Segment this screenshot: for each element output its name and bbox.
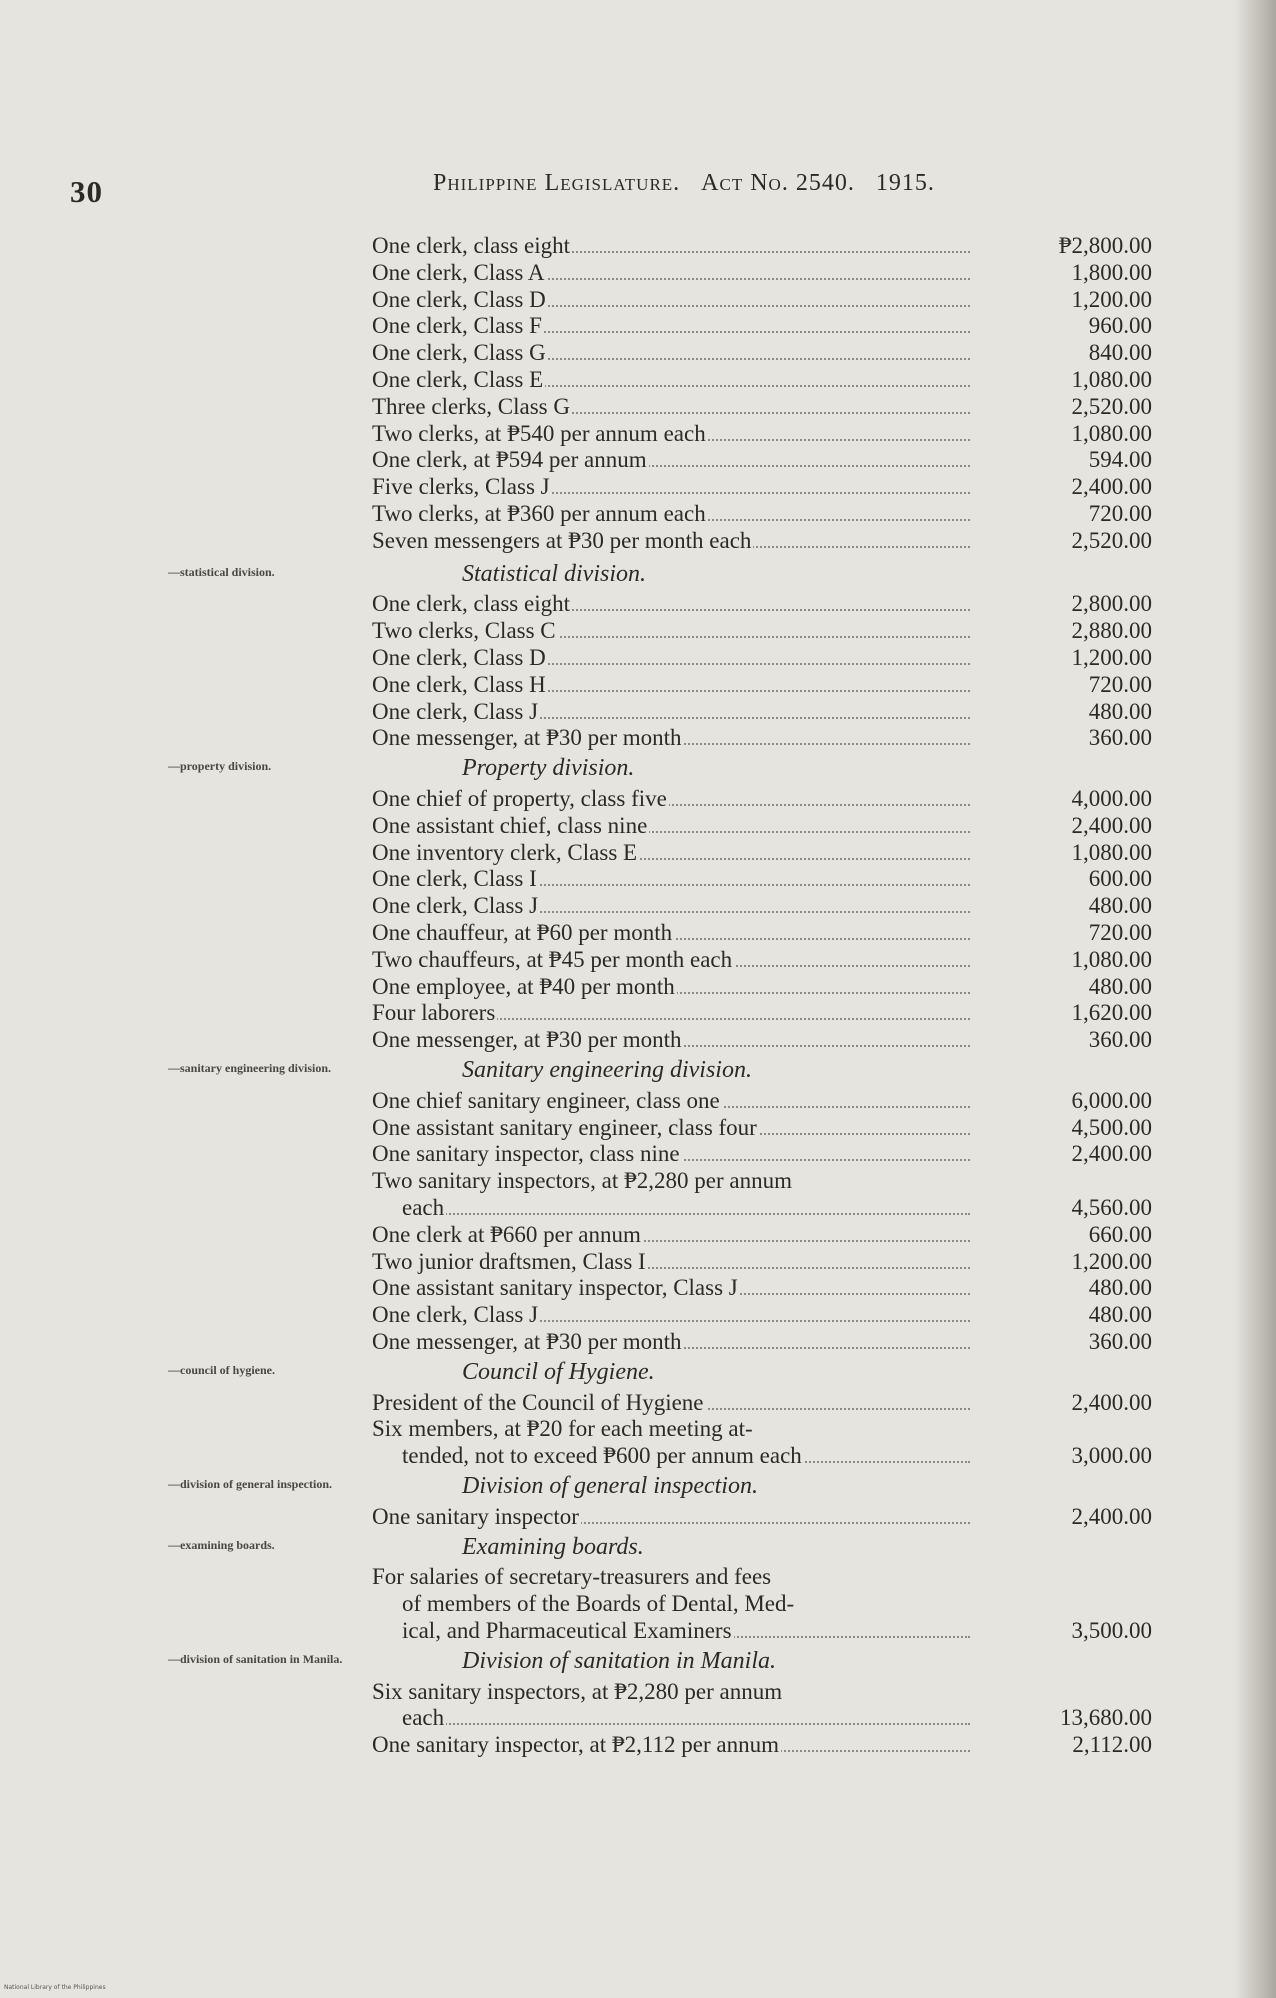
line-item-label: One chauffeur, at ₱60 per month (372, 920, 673, 945)
line-item (372, 286, 1152, 313)
line-item-label: Two sanitary inspectors, at ₱2,280 per annum (372, 1168, 792, 1194)
line-item (372, 500, 1152, 527)
line-item-label: One clerk, class eight (372, 233, 570, 258)
line-item-amount: 2,400.00 (1071, 812, 1152, 838)
line-item (372, 232, 1152, 259)
line-item-label-wrap (372, 1221, 970, 1248)
line-item (372, 785, 1152, 812)
footer-credit: National Library of the Philippines (4, 1984, 106, 1991)
line-item-label: One chief sanitary engineer, class one (372, 1087, 720, 1113)
line-item-label-wrap (372, 366, 970, 393)
line-item (372, 590, 1152, 617)
line-item-label-wrap (372, 1114, 970, 1141)
line-item-label-wrap (372, 1328, 970, 1355)
line-item-amount: 2,400.00 (1071, 1389, 1152, 1415)
line-item-label: One clerk, Class J (372, 893, 539, 919)
line-item-amount: 480.00 (1088, 698, 1152, 724)
legislature-title: Philippine Legislature. (433, 170, 681, 196)
line-item (372, 1442, 1152, 1469)
line-item (372, 1503, 1152, 1530)
line-item-label-wrap (372, 617, 970, 644)
margin-note-statistical: —statistical division. (168, 564, 275, 579)
line-item (372, 839, 1152, 866)
line-item (372, 999, 1152, 1026)
line-item-label-wrap (372, 1731, 970, 1758)
line-item-label: One clerk, Class F (372, 313, 542, 339)
line-item (372, 473, 1152, 500)
margin-note-inspection: —division of general inspection. (168, 1477, 333, 1491)
line-item-label: One clerk, Class H (372, 671, 546, 697)
line-item-amount: 13,680.00 (1060, 1705, 1152, 1731)
line-item (372, 1731, 1152, 1758)
line-item-label: Two clerks, at ₱540 per annum each (372, 420, 706, 446)
line-item-label: One sanitary inspector, at ₱2,112 per annum (372, 1732, 780, 1758)
line-item-label-wrap (372, 312, 970, 339)
line-item (372, 1221, 1152, 1248)
line-item (372, 312, 1152, 339)
line-item-label: Seven messengers at ₱30 per month each (372, 527, 752, 553)
line-item-label-wrap (372, 259, 970, 286)
line-item-label: Six members, at ₱20 for each meeting at- (372, 1416, 753, 1442)
line-item-amount: 1,080.00 (1071, 420, 1152, 446)
line-item (372, 446, 1152, 473)
line-item (372, 644, 1152, 671)
line-item (372, 892, 1152, 919)
line-item-amount: 4,500.00 (1071, 1114, 1152, 1140)
line-item-amount: 480.00 (1088, 1302, 1152, 1328)
line-item-label: Three clerks, Class G (372, 393, 570, 419)
line-item-amount: 2,400.00 (1071, 1503, 1152, 1529)
line-item-amount: 594.00 (1088, 447, 1152, 473)
line-item-label: One messenger, at ₱30 per month (372, 725, 682, 751)
line-item-label-wrap (372, 892, 970, 919)
line-item-amount: 1,080.00 (1071, 839, 1152, 865)
line-item (372, 671, 1152, 698)
line-item (372, 527, 1152, 554)
line-item-label: One employee, at ₱40 per month (372, 973, 675, 999)
margin-note-manila: —division of sanitation in Manila. (168, 1651, 343, 1666)
line-item-label-wrap (372, 1274, 970, 1301)
line-item-label-wrap (372, 839, 970, 866)
line-item-label: One messenger, at ₱30 per month (372, 1329, 682, 1354)
line-item-label: each (402, 1705, 445, 1731)
line-item (372, 1328, 1152, 1355)
line-item-label-wrap (372, 785, 970, 812)
line-item-amount: 720.00 (1088, 501, 1152, 526)
line-item-label-wrap (372, 1167, 970, 1194)
line-item-amount: 1,800.00 (1071, 259, 1152, 285)
line-item (372, 1140, 1152, 1167)
line-item (372, 1563, 1152, 1590)
line-item-label-wrap (372, 1301, 970, 1328)
line-item-label: One inventory clerk, Class E (372, 839, 638, 865)
line-item (372, 259, 1152, 286)
line-item (372, 1026, 1152, 1053)
line-item-amount: 1,200.00 (1071, 1248, 1152, 1274)
line-item-amount: 4,560.00 (1071, 1195, 1152, 1220)
line-item-amount: 480.00 (1088, 973, 1152, 999)
line-item-label-wrap (372, 999, 970, 1026)
line-item-label: Two clerks, Class C (372, 618, 556, 644)
section-heading-examining: Examining boards. (462, 1533, 644, 1560)
line-item (372, 1704, 1152, 1731)
line-item (372, 698, 1152, 725)
line-item-label: Five clerks, Class J (372, 474, 550, 500)
line-item-label: One clerk, at ₱594 per annum (372, 447, 647, 473)
line-item-label-wrap (372, 1389, 970, 1416)
line-item-label-wrap (372, 1678, 970, 1705)
line-item-amount: 4,000.00 (1071, 786, 1152, 811)
line-item (372, 865, 1152, 892)
page-number: 30 (70, 174, 103, 209)
line-item-label: Six sanitary inspectors, at ₱2,280 per annum (372, 1678, 783, 1704)
line-item (372, 617, 1152, 644)
line-item-label-wrap (372, 973, 970, 1000)
line-item (372, 812, 1152, 839)
line-item-label: One clerk, Class E (372, 367, 544, 392)
line-item-label-wrap (372, 1563, 970, 1590)
line-item-label-wrap (372, 446, 970, 473)
section-heading-statistical: Statistical division. (462, 560, 646, 587)
line-item-label: One clerk, class eight (372, 591, 570, 617)
line-item-label-wrap (372, 919, 970, 946)
line-item-label-wrap (372, 473, 970, 500)
line-item-amount: 1,080.00 (1071, 946, 1152, 972)
line-item-label-wrap (372, 1442, 970, 1469)
line-item (372, 1415, 1152, 1442)
line-item-amount: 3,500.00 (1071, 1618, 1152, 1643)
line-item-label: ical, and Pharmaceutical Examiners (402, 1618, 732, 1643)
line-item (372, 1590, 1152, 1617)
line-item-label-wrap (372, 1704, 970, 1731)
section-heading-property: Property division. (462, 755, 635, 782)
line-item-amount: 2,520.00 (1071, 393, 1152, 419)
line-item-label: Two chauffeurs, at ₱45 per month each (372, 946, 733, 972)
line-item-label-wrap (372, 393, 970, 420)
line-item-amount: 600.00 (1088, 866, 1152, 892)
line-item-label-wrap (372, 232, 970, 259)
line-item-label-wrap (372, 1026, 970, 1053)
line-item-label-wrap (372, 286, 970, 313)
line-item-amount: 1,080.00 (1071, 367, 1152, 392)
line-item-label-wrap (372, 420, 970, 447)
line-item-label: One clerk, Class J (372, 1302, 539, 1328)
section-heading-hygiene: Council of Hygiene. (462, 1358, 655, 1385)
line-item-label: One clerk, Class G (372, 340, 546, 366)
line-item-amount: 1,200.00 (1071, 645, 1152, 670)
line-item-label: For salaries of secretary-treasurers and fees (372, 1564, 772, 1590)
line-item (372, 1678, 1152, 1705)
line-item (372, 1167, 1152, 1194)
line-item (372, 724, 1152, 751)
line-item-label-wrap (372, 1140, 970, 1167)
line-item-label: One assistant chief, class nine (372, 812, 648, 838)
line-item-label-wrap (372, 671, 970, 698)
line-item-label: each (402, 1195, 445, 1220)
line-item-label-wrap (372, 865, 970, 892)
line-item-label-wrap (372, 1248, 970, 1275)
line-item-amount: 660.00 (1088, 1221, 1152, 1247)
line-item-label: One sanitary inspector (372, 1503, 579, 1529)
line-item (372, 1087, 1152, 1114)
line-item-amount: 6,000.00 (1071, 1087, 1152, 1113)
line-item-amount: 480.00 (1088, 1275, 1152, 1301)
line-item-label-wrap (372, 946, 970, 973)
line-item (372, 973, 1152, 1000)
line-item-amount: 2,880.00 (1071, 618, 1152, 644)
line-item-amount: 1,620.00 (1071, 1000, 1152, 1026)
line-item-label-wrap (372, 500, 970, 527)
line-item-amount: 2,400.00 (1071, 474, 1152, 500)
line-item-label-wrap (372, 1503, 970, 1530)
line-item-label-wrap (372, 1590, 970, 1617)
line-item-amount: 720.00 (1088, 920, 1152, 945)
line-item-label: of members of the Boards of Dental, Med- (402, 1591, 795, 1617)
line-item (372, 1301, 1152, 1328)
line-item-amount: 2,112.00 (1072, 1732, 1152, 1758)
line-item-amount: 360.00 (1088, 1027, 1152, 1053)
section-heading-sanitary: Sanitary engineering division. (462, 1057, 752, 1083)
line-item-amount: 2,400.00 (1071, 1141, 1152, 1167)
line-item-label-wrap (372, 1087, 970, 1114)
margin-note-property: —property division. (168, 759, 272, 774)
line-item (372, 366, 1152, 393)
line-item (372, 1194, 1152, 1221)
line-item-label: One assistant sanitary engineer, class four (372, 1114, 757, 1140)
line-item-label-wrap (372, 339, 970, 366)
line-item (372, 339, 1152, 366)
line-item (372, 420, 1152, 447)
line-item-amount: 3,000.00 (1071, 1443, 1152, 1469)
binding-shadow (1234, 0, 1276, 1998)
line-item-amount: 360.00 (1088, 725, 1152, 751)
line-item-label: One messenger, at ₱30 per month (372, 1027, 682, 1053)
line-item-label-wrap (372, 644, 970, 671)
line-item-label: Two clerks, at ₱360 per annum each (372, 501, 706, 526)
line-item-label: Two junior draftsmen, Class I (372, 1248, 646, 1274)
line-item-label-wrap (372, 698, 970, 725)
line-item-amount: ₱2,800.00 (1058, 233, 1152, 258)
line-item-label: One clerk at ₱660 per annum (372, 1221, 641, 1247)
line-item-label: One clerk, Class J (372, 698, 539, 724)
line-item-label: One assistant sanitary inspector, Class J (372, 1275, 738, 1301)
line-item-label-wrap (372, 1617, 970, 1644)
line-item-label-wrap (372, 1415, 970, 1442)
line-item-label: One clerk, Class D (372, 286, 546, 312)
line-item-amount: 480.00 (1088, 893, 1152, 919)
section-heading-inspection: Division of general inspection. (462, 1473, 758, 1499)
line-item (372, 919, 1152, 946)
line-item (372, 946, 1152, 973)
line-item-label: President of the Council of Hygiene (372, 1389, 704, 1415)
line-item (372, 1617, 1152, 1644)
line-item-amount: 2,520.00 (1071, 527, 1152, 553)
line-item (372, 1274, 1152, 1301)
line-item-label-wrap (372, 812, 970, 839)
line-item-label-wrap (372, 1194, 970, 1221)
line-item-label: One clerk, Class I (372, 866, 537, 892)
line-item-label: One chief of property, class five (372, 786, 667, 811)
line-item (372, 1248, 1152, 1275)
act-number: Act No. 2540. (701, 170, 855, 196)
line-item-label: One clerk, Class D (372, 645, 546, 670)
line-item-amount: 960.00 (1088, 313, 1152, 339)
line-item-amount: 360.00 (1088, 1329, 1152, 1354)
section-heading-manila: Division of sanitation in Manila. (462, 1647, 777, 1674)
line-item-label-wrap (372, 527, 970, 554)
line-item-label: One sanitary inspector, class nine (372, 1141, 680, 1167)
line-item-amount: 720.00 (1088, 671, 1152, 697)
margin-note-hygiene: —council of hygiene. (168, 1362, 275, 1377)
line-item (372, 393, 1152, 420)
line-item-label: One clerk, Class A (372, 259, 545, 285)
line-item-amount: 840.00 (1088, 340, 1152, 366)
line-item-label: Four laborers (372, 1000, 496, 1026)
line-item-label-wrap (372, 590, 970, 617)
act-year: 1915. (875, 170, 935, 196)
line-item-label: tended, not to exceed ₱600 per annum each (402, 1443, 802, 1469)
margin-note-examining: —examining boards. (168, 1537, 275, 1552)
running-head (433, 170, 1103, 197)
margin-note-sanitary: —sanitary engineering division. (168, 1061, 332, 1075)
line-item-amount: 1,200.00 (1071, 286, 1152, 312)
line-item (372, 1389, 1152, 1416)
line-item (372, 1114, 1152, 1141)
line-item-amount: 2,800.00 (1071, 591, 1152, 617)
line-item-label-wrap (372, 724, 970, 751)
